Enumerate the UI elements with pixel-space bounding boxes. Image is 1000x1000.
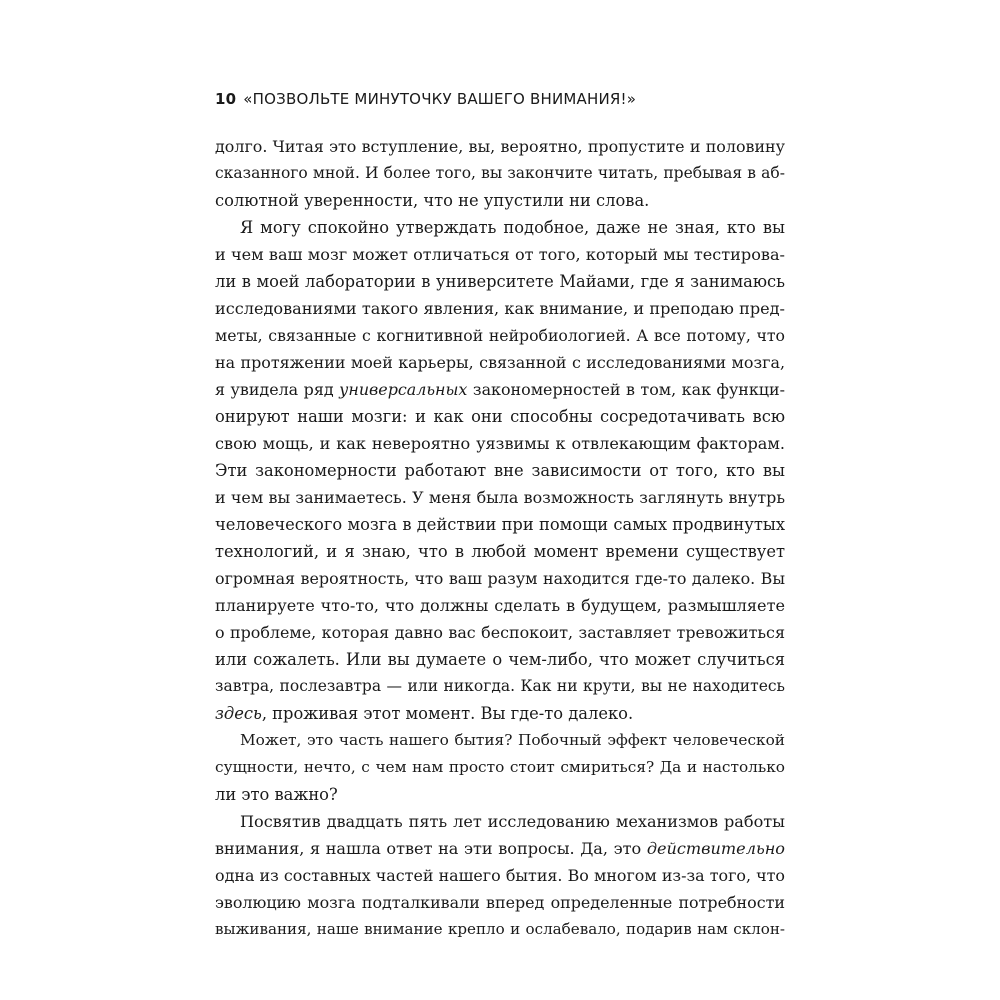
text-line: одна из составных частей нашего бытия. Во многом из-за того, что: [215, 866, 785, 885]
text-line: ли в моей лаборатории в университете Майами, где я занимаюсь: [215, 272, 785, 291]
text-line: завтра, послезавтра — или никогда. Как ни крути, вы не находитесь: [215, 677, 785, 695]
text-line: я увидела ряд универсальных закономерностей в том, как функци-: [215, 380, 785, 399]
text-line: и чем вы занимаетесь. У меня была возможность заглянуть внутрь: [215, 488, 785, 507]
text-line: и чем ваш мозг может отличаться от того, который мы тестирова-: [215, 245, 785, 264]
chapter-title: «ПОЗВОЛЬТЕ МИНУТОЧКУ ВАШЕГО ВНИМАНИЯ!»: [243, 90, 637, 108]
text-line: свою мощь, и как невероятно уязвимы к отвлекающим факторам.: [215, 434, 785, 453]
text-line: исследованиями такого явления, как внимание, и преподаю пред-: [215, 299, 785, 318]
text-line: выживания, наше внимание крепло и ослабевало, подарив нам склон-: [215, 920, 785, 938]
text-line: огромная вероятность, что ваш разум находится где-то далеко. Вы: [215, 569, 785, 588]
text-line: сущности, нечто, с чем нам просто стоит смириться? Да и настолько: [215, 758, 785, 776]
text-line: эволюцию мозга подталкивали вперед определенные потребности: [215, 893, 785, 912]
text-line: меты, связанные с когнитивной нейробиологией. А все потому, что: [215, 326, 785, 345]
italic-emphasis: универсальных: [339, 380, 468, 399]
running-header: [215, 90, 795, 108]
text-line: Я могу спокойно утверждать подобное, даже не зная, кто вы: [240, 218, 785, 237]
text-line: онируют наши мозги: и как они способны сосредотачивать всю: [215, 407, 785, 426]
text-line: человеческого мозга в действии при помощи самых продвинутых: [215, 515, 785, 534]
italic-emphasis: действительно: [646, 839, 785, 858]
body-text: [215, 133, 785, 943]
text-line: солютной уверенности, что не упустили ни слова.: [215, 191, 650, 210]
text-line: Эти закономерности работают вне зависимости от того, кто вы: [215, 461, 785, 480]
text-line: Может, это часть нашего бытия? Побочный эффект человеческой: [240, 731, 785, 749]
text-line: технологий, и я знаю, что в любой момент времени существует: [215, 542, 785, 561]
text-line: Посвятив двадцать пять лет исследованию механизмов работы: [240, 812, 785, 831]
text-line: или сожалеть. Или вы думаете о чем-либо, что может случиться: [215, 650, 785, 669]
text-line: здесь, проживая этот момент. Вы где-то далеко.: [215, 704, 634, 723]
italic-emphasis: здесь: [215, 704, 262, 723]
text-line: внимания, я нашла ответ на эти вопросы. Да, это действительно: [215, 839, 785, 858]
text-line: ли это важно?: [215, 785, 338, 804]
text-line: планируете что-то, что должны сделать в будущем, размышляете: [215, 596, 785, 615]
text-line: сказанного мной. И более того, вы закончите читать, пребывая в аб-: [215, 164, 785, 182]
text-line: долго. Читая это вступление, вы, вероятно, пропустите и половину: [215, 137, 785, 156]
page-number: 10: [215, 90, 237, 108]
text-line: о проблеме, которая давно вас беспокоит, заставляет тревожиться: [215, 623, 785, 642]
text-line: на протяжении моей карьеры, связанной с исследованиями мозга,: [215, 353, 785, 372]
